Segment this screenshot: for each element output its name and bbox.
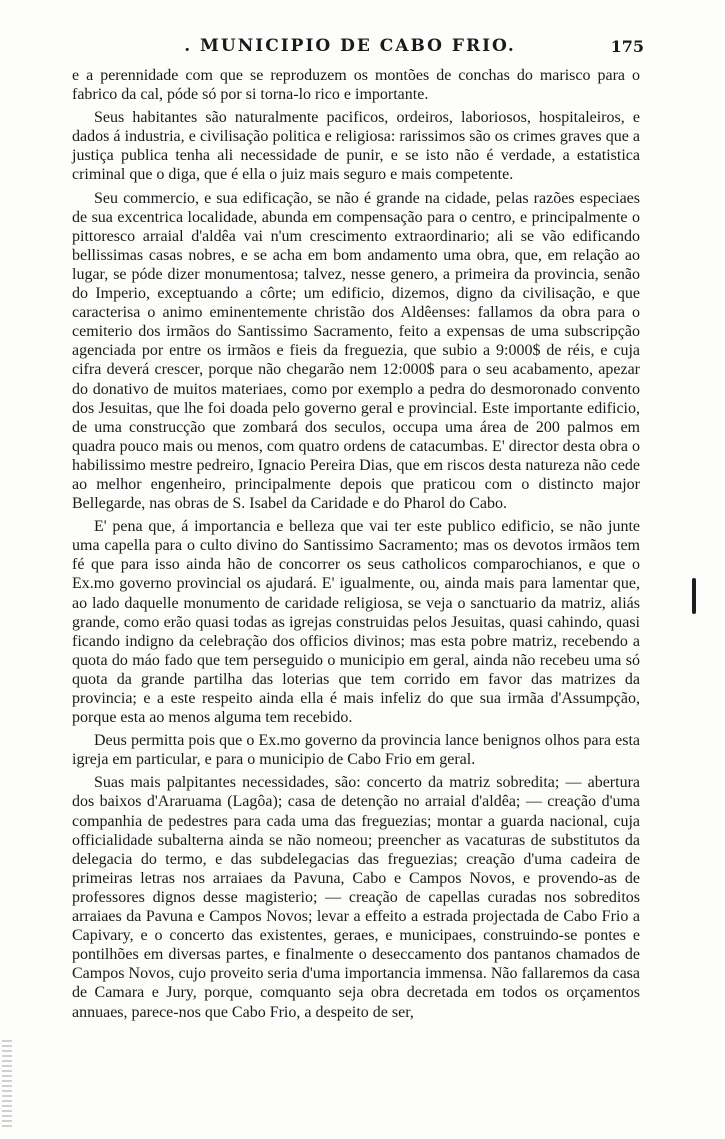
paragraph-commerce: Seu commercio, e sua edificação, se não é grande na cidade, pelas razões especiaes de sua excentrica localidade, abunda em compensação para o centro, e principalmente o pittoresco arraial d'aldêa vai n'um crescimento extraordinario; ali se vão edificando bellissimas casas nobres, e se acha em bom andamento uma obra, que, em relação ao lugar, se póde dizer monumentosa; talvez, nesse genero, a primeira da provincia, senão do Imperio, exceptuando a côrte; um edificio, dizemos, digno da civilisação, e que caracterisa o animo eminentemente christão dos Aldêenses: fallamos da obra para o cemiterio dos irmãos do Santissimo Sacramento, feito a expensas de uma subscripção agenciada por entre os irmãos e fieis da freguezia, que subio a 9:000$ de réis, e cuja cifra deverá crescer, porque não chegarão nem 12:000$ para o seu acabamento, apezar do donativo de muitos materiaes, como por exemplo a pedra do desmoronado convento dos Jesuitas, que lhe foi doada pelo governo geral e provincial. Este importante edificio, de uma construcção que zombará dos seculos, occupa uma área de 200 palmos em quadra pouco mais ou menos, com quatro ordens de catacumbas. E' director desta obra o habilissimo mestre pedreiro, Ignacio Pereira Dias, que em riscos desta natureza não cede ao melhor engenheiro, principalmente depois que praticou com o distincto major Bellegarde, nas obras de S. Isabel da Caridade e do Pharol do Cabo. xyxy=(72,189,640,513)
paragraph-necessities: Suas mais palpitantes necessidades, são: concerto da matriz sobredita; — abertura dos baixos d'Araruama (Lagôa); casa de detenção no arraial d'aldêa; — creação d'uma companhia de pedestres para cada uma das freguezias; montar a guarda nacional, cuja officialidade subalterna ainda se não nomeou; preencher as vacaturas de substitutos da delegacia do termo, e das subdelegacias das freguezias; creação d'uma cadeira de primeiras letras nos arraiaes da Pavuna, Cabo e Campos Novos, e provendo-as de professores dignos desse magisterio; — creação de capellas curadas nos sobreditos arraiaes da Pavuna e Campos Novos; levar a effeito a estrada projectada de Cabo Frio a Capivary, e o concerto das existentes, geraes, e municipaes, construindo-se pontes e pontilhões em diversas partes, e finalmente o deseccamento dos pantanos chamados de Campos Novos, cujo proveito seria d'uma importancia immensa. Não fallaremos da casa de Camara e Jury, porque, comquanto seja obra decretada em todos os orçamentos annuaes, parece-nos que Cabo Frio, a despeito de ser, xyxy=(72,774,640,1021)
scan-artifact-mark xyxy=(692,578,696,614)
scan-edge-artifact xyxy=(2,1040,12,1130)
paragraph-chapel: E' pena que, á importancia e belleza que vai ter este publico edificio, se não junte uma capella para o culto divino do Santissimo Sacramento; mas os devotos irmãos tem fé que para isso ainda hão de concorrer os seus catholicos comparochianos, e que o Ex.mo governo provincial os ajudará. E' igualmente, ou, ainda mais para lamentar que, ao lado daquelle monumento de caridade religiosa, se veja o sanctuario da matriz, aliás grande, como erão quasi todas as igrejas construidas pelos Jesuitas, quasi cahindo, quasi ficando indigno da celebração dos officios divinos; mas esta pobre matriz, recebendo a quota do máo fado que tem perseguido o municipio em geral, ainda não recebeu uma só quota da grande partilha das loterias que tem corrido em favor das matrizes da provincia; e a este respeito ainda ella é mais infeliz do que sua irmãa d'Assumpção, porque esta ao menos alguma tem recebido. xyxy=(72,518,640,727)
page-number: 175 xyxy=(610,37,644,56)
body-text xyxy=(72,66,640,1022)
paragraph-plea: Deus permitta pois que o Ex.mo governo da provincia lance benignos olhos para esta igreja em particular, e para o municipio de Cabo Frio em geral. xyxy=(72,732,640,769)
paragraph-fishery: e a perennidade com que se reproduzem os montões de conchas do marisco para o fabrico da cal, póde só por si torna-lo rico e importante. xyxy=(72,67,640,104)
paragraph-inhabitants: Seus habitantes são naturalmente pacificos, ordeiros, laboriosos, hospitaleiros, e dados á industria, e civilisação politica e religiosa: rarissimos são os crimes graves que a justiça publica tenha ali necessidade de punir, e se isto não é verdade, a estatistica criminal que o diga, que é ella o juiz mais seguro e mais competente. xyxy=(72,109,640,184)
running-title: . MUNICIPIO DE CABO FRIO. xyxy=(184,36,516,56)
page-header xyxy=(60,36,644,62)
